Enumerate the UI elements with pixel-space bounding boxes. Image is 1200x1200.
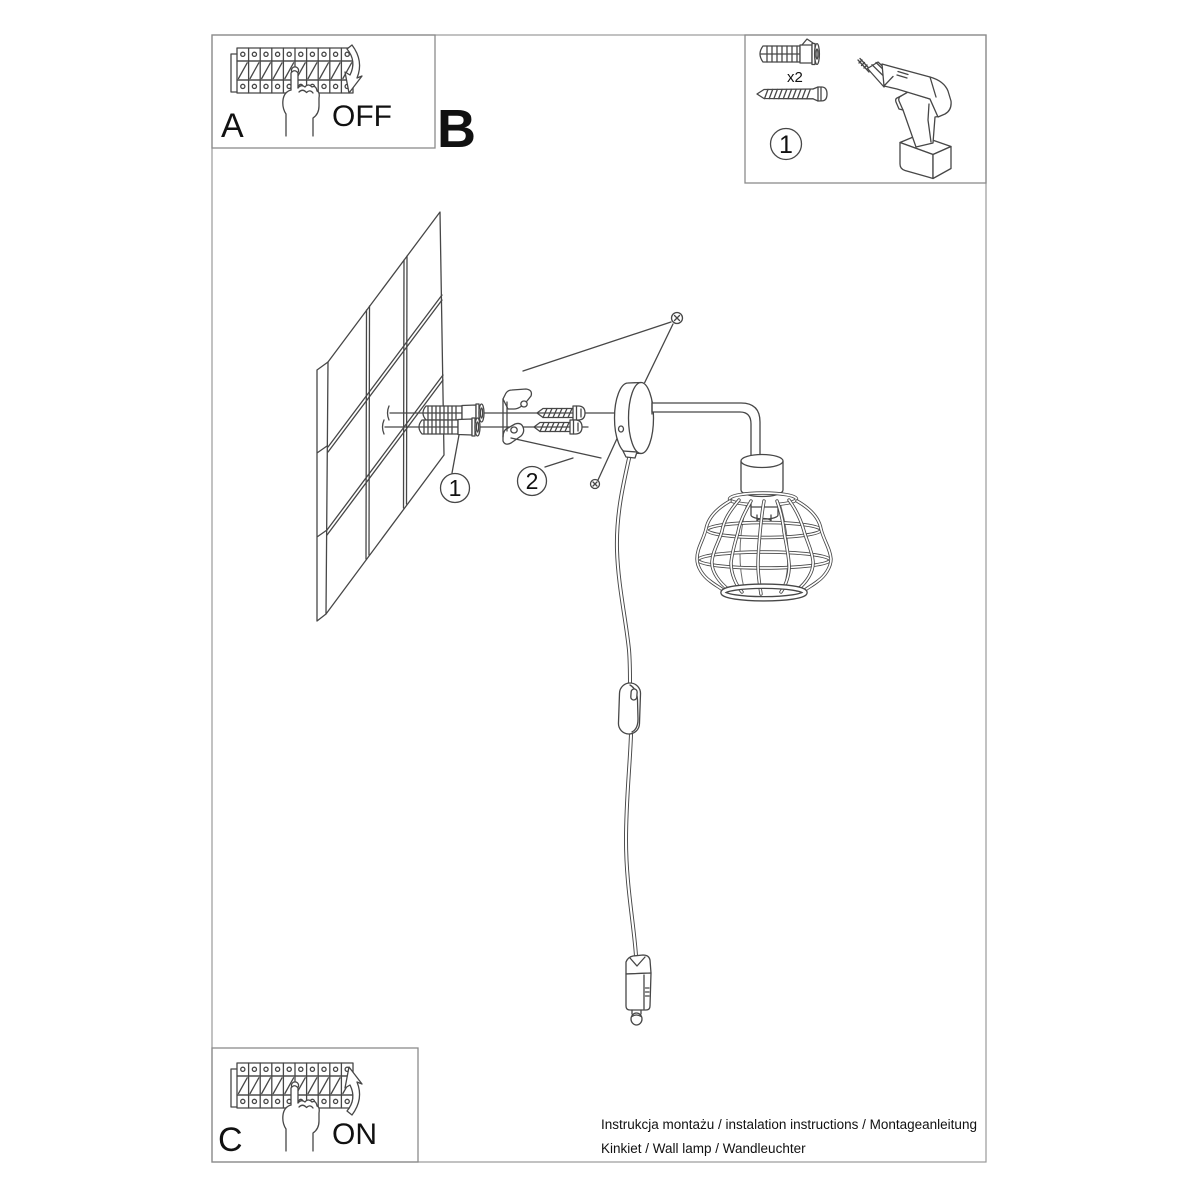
cord-grip	[623, 451, 637, 458]
cover-screw-top	[523, 313, 683, 385]
step-c-box	[212, 1048, 418, 1162]
assembly-diagram	[317, 212, 831, 1025]
step-a-box	[212, 35, 435, 148]
cover-screw-bottom	[591, 432, 621, 489]
canopy	[615, 383, 654, 459]
callout-wall-plug-number: 1	[448, 475, 462, 501]
callout-wall-plug	[441, 435, 470, 503]
lamp-socket	[741, 455, 783, 497]
wall-plug-bottom	[419, 418, 480, 436]
callout-bracket	[511, 438, 601, 496]
parts-number: 1	[779, 131, 793, 159]
wall-lamp	[615, 383, 832, 1026]
footer-line1: Instrukcja montażu / instalation instructions / Montageanleitung	[601, 1117, 977, 1132]
footer	[601, 1117, 977, 1156]
step-b-label: B	[437, 99, 476, 159]
footer-line2: Kinkiet / Wall lamp / Wandleuchter	[601, 1141, 806, 1156]
power-cord-lower	[626, 734, 636, 956]
power-cord-upper	[617, 454, 630, 684]
drill-icon	[858, 59, 951, 179]
screw-icon	[757, 87, 827, 101]
page-border	[212, 35, 986, 1162]
power-plug	[626, 955, 651, 1025]
step-a-label: A	[221, 107, 244, 145]
cage-shade	[697, 493, 831, 599]
wall-plug-quantity: x2	[787, 69, 803, 86]
callout-bracket-number: 2	[525, 468, 539, 494]
step-c-action: ON	[332, 1118, 377, 1151]
mounting-bracket	[503, 389, 531, 444]
step-a-action: OFF	[332, 100, 392, 133]
lamp-arm	[652, 403, 760, 458]
step-c-label: C	[218, 1121, 243, 1159]
wall-plug-icon	[760, 39, 819, 65]
canopy-screw-hole	[619, 426, 624, 432]
cord-switch	[618, 683, 641, 735]
parts-box	[745, 35, 986, 183]
